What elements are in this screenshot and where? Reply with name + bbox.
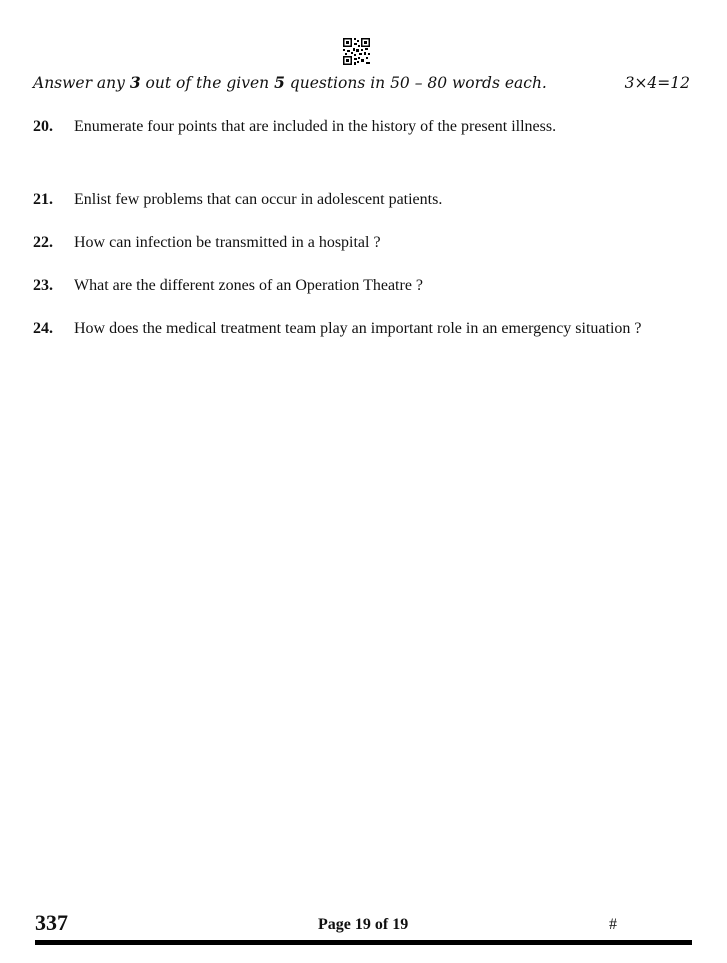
- paper-code: 337: [35, 910, 68, 935]
- question-24: [33, 314, 655, 344]
- given-count: 5: [274, 73, 285, 92]
- question-23: [33, 271, 655, 301]
- section-instructions: [33, 72, 690, 94]
- page-number: Page 19 of 19: [318, 916, 409, 933]
- question-text: Enumerate four points that are included in the history of the present illness.: [74, 118, 557, 135]
- hash-mark: #: [609, 916, 617, 933]
- question-number: 21.: [33, 191, 53, 208]
- question-text: How can infection be transmitted in a hospital ?: [74, 234, 381, 251]
- instructions-part-3: questions in 50 – 80 words each.: [284, 74, 547, 92]
- question-20: [33, 112, 655, 142]
- instructions-text: [33, 72, 547, 94]
- answer-count: 3: [129, 73, 141, 92]
- question-21: [33, 185, 655, 215]
- question-22: [33, 228, 655, 258]
- question-number: 24.: [33, 320, 53, 337]
- question-text: Enlist few problems that can occur in adolescent patients.: [74, 191, 443, 208]
- question-number: 22.: [33, 234, 53, 251]
- question-number: 20.: [33, 118, 53, 135]
- instructions-part-2: out of the given: [140, 74, 275, 92]
- footer-rule: [35, 940, 692, 945]
- question-number: 23.: [33, 277, 53, 294]
- question-text: What are the different zones of an Operation Theatre ?: [74, 277, 424, 294]
- question-text: How does the medical treatment team play an important role in an emergency situation ?: [74, 320, 642, 337]
- page-footer: [35, 908, 692, 942]
- instructions-part-1: Answer any: [33, 74, 130, 92]
- qr-code-icon: [342, 37, 371, 66]
- marks-allocation: 3×4=12: [624, 74, 690, 92]
